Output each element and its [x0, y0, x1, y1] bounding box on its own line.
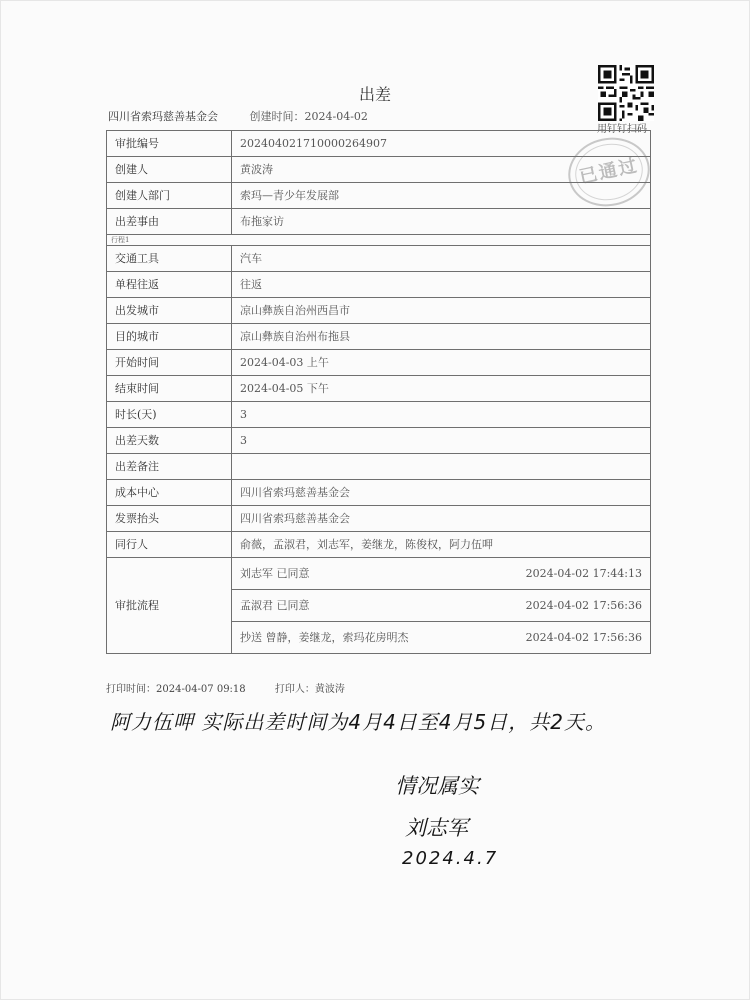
field-label: 交通工具 [107, 246, 232, 272]
field-label: 成本中心 [107, 480, 232, 506]
handwritten-note: 阿力伍呷 实际出差时间为4月4日至4月5日，共2天。 [110, 710, 606, 734]
printed-by-label: 打印人： [274, 684, 315, 695]
field-label: 创建人部门 [107, 183, 232, 209]
print-time-label: 打印时间： [106, 684, 156, 695]
handwritten-signature: 刘志军 [405, 816, 468, 840]
field-label: 时长(天) [107, 402, 232, 428]
approval-step-text: 刘志军 已同意 [240, 566, 310, 580]
organization-name: 四川省索玛慈善基金会 [108, 110, 218, 123]
field-value: 四川省索玛慈善基金会 [232, 480, 651, 506]
approval-steps [232, 558, 651, 654]
field-label: 出差备注 [107, 454, 232, 480]
table-row [107, 209, 651, 235]
table-row [107, 183, 651, 209]
field-value: 汽车 [232, 246, 651, 272]
table-row [107, 131, 651, 157]
field-value: 索玛—青少年发展部 [232, 183, 651, 209]
approval-flow-label: 审批流程 [107, 558, 232, 654]
approval-step [232, 558, 650, 590]
table-row [107, 350, 651, 376]
handwritten-confirmation: 情况属实 [395, 774, 479, 798]
document-title: 出差 [358, 85, 391, 104]
field-value: 四川省索玛慈善基金会 [232, 506, 651, 532]
field-label: 目的城市 [107, 324, 232, 350]
field-label: 结束时间 [107, 376, 232, 402]
handwritten-date: 2024.4.7 [402, 848, 499, 869]
approval-step-text: 抄送 曾静，姜继龙，索玛花房明杰 [240, 630, 409, 644]
section-label: 行程1 [107, 235, 651, 246]
qr-code-label: 用钉钉扫码 [597, 124, 647, 135]
field-label: 出发城市 [107, 298, 232, 324]
table-row [107, 272, 651, 298]
field-label: 出差天数 [107, 428, 232, 454]
approval-step [232, 590, 650, 622]
printed-by [275, 684, 345, 695]
approval-step-time: 2024-04-02 17:56:36 [525, 630, 642, 644]
field-value: 3 [232, 428, 651, 454]
field-value: 俞薇，孟淑君，刘志军，姜继龙，陈俊权，阿力伍呷 [232, 532, 651, 558]
table-row [107, 428, 651, 454]
created-label: 创建时间： [249, 110, 305, 123]
field-label: 单程往返 [107, 272, 232, 298]
approval-form-table [106, 130, 651, 654]
field-label: 创建人 [107, 157, 232, 183]
table-row [107, 480, 651, 506]
table-row [107, 298, 651, 324]
field-value: 2024-04-05 下午 [232, 376, 651, 402]
approval-step-text: 孟淑君 已同意 [240, 598, 310, 612]
field-label: 同行人 [107, 532, 232, 558]
field-label: 发票抬头 [107, 506, 232, 532]
section-header-row [107, 235, 651, 246]
printed-by-value: 黄波涛 [314, 684, 345, 695]
print-info [106, 680, 345, 695]
table-row [107, 532, 651, 558]
field-value: 202404021710000264907 [232, 131, 651, 157]
table-row [107, 506, 651, 532]
field-value: 凉山彝族自治州布拖县 [232, 324, 651, 350]
field-value: 凉山彝族自治州西昌市 [232, 298, 651, 324]
table-row [107, 157, 651, 183]
approval-step-time: 2024-04-02 17:44:13 [525, 566, 642, 580]
approval-step [232, 622, 650, 653]
field-value: 黄波涛 [232, 157, 651, 183]
field-label: 开始时间 [107, 350, 232, 376]
field-value [232, 454, 651, 480]
approval-step-time: 2024-04-02 17:56:36 [525, 598, 642, 612]
table-row [107, 246, 651, 272]
field-label: 出差事由 [107, 209, 232, 235]
document-meta [108, 108, 368, 124]
approval-flow-row [107, 558, 651, 654]
table-row [107, 324, 651, 350]
created-value: 2024-04-02 [304, 110, 368, 123]
print-time-value: 2024-04-07 09:18 [156, 684, 246, 695]
field-value: 3 [232, 402, 651, 428]
table-row [107, 454, 651, 480]
field-value: 2024-04-03 上午 [232, 350, 651, 376]
field-label: 审批编号 [107, 131, 232, 157]
table-row [107, 376, 651, 402]
print-time [106, 684, 246, 695]
stamp-text: 已通过 [577, 155, 641, 189]
field-value: 布拖家访 [232, 209, 651, 235]
created-time [250, 110, 368, 123]
table-row [107, 402, 651, 428]
field-value: 往返 [232, 272, 651, 298]
qr-code-icon[interactable] [598, 65, 654, 121]
